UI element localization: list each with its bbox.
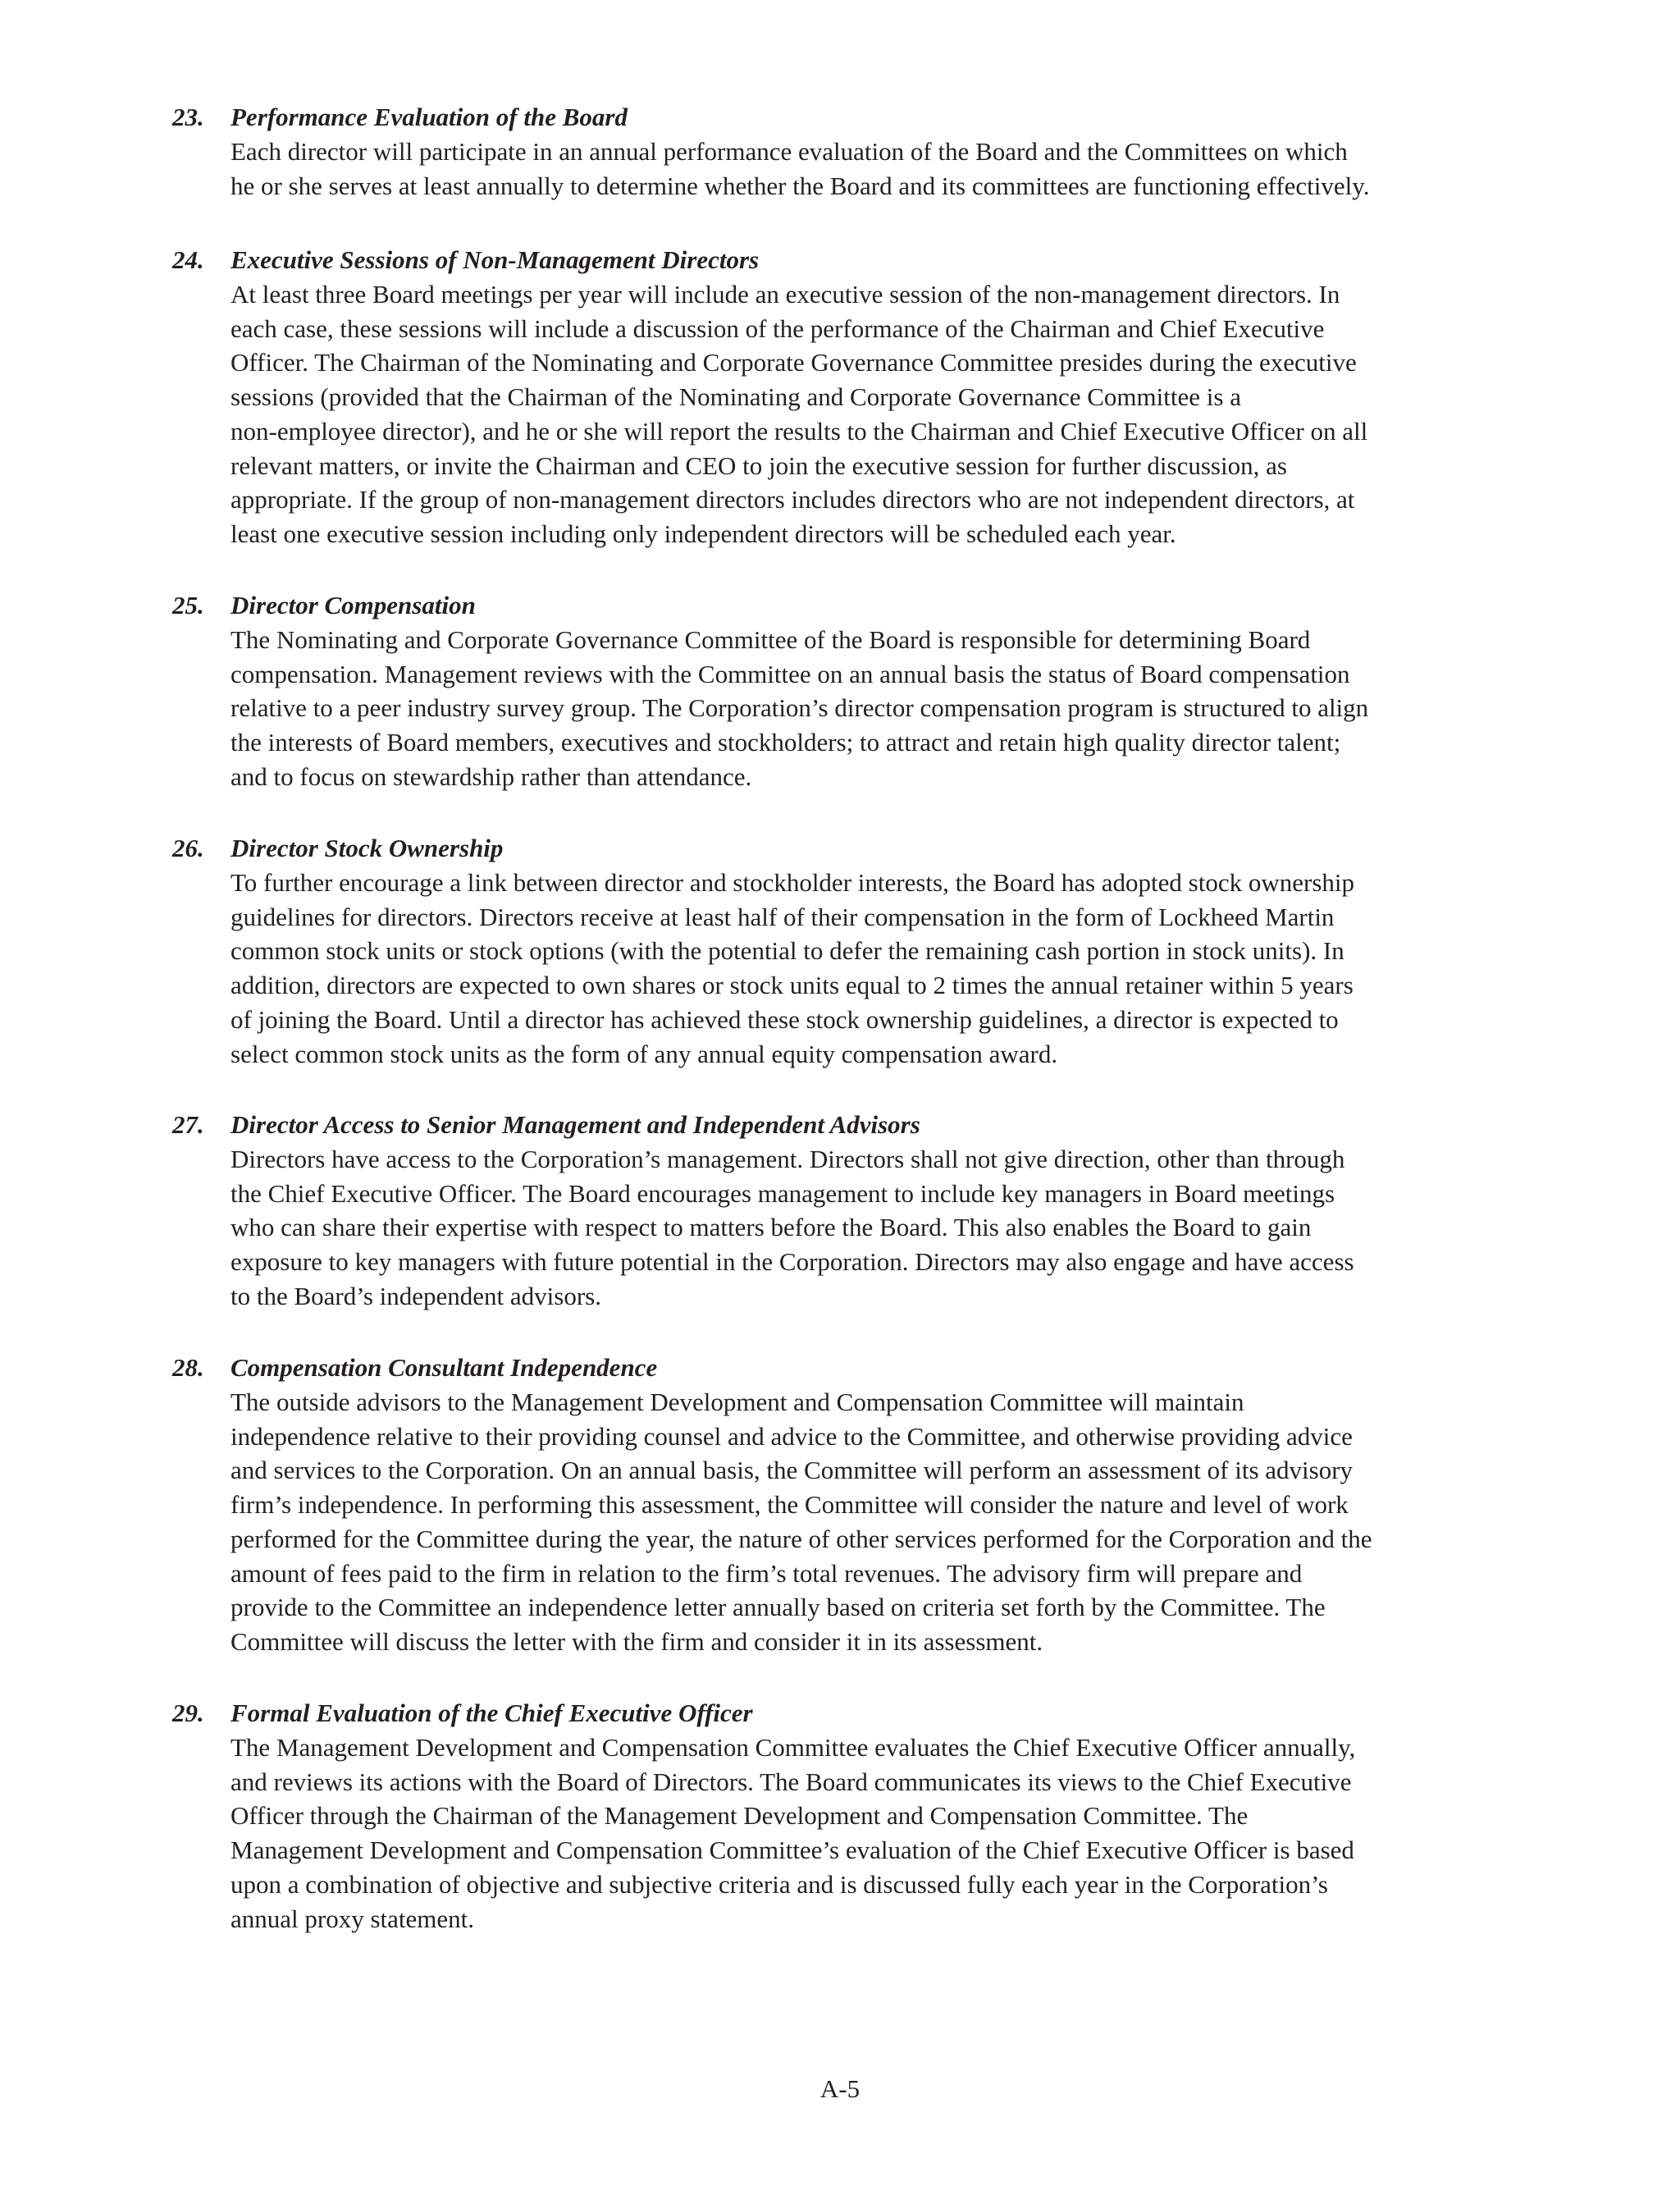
body-line: relevant matters, or invite the Chairman and CEO to join the executive session for further discussion, as <box>231 450 1287 480</box>
body-line: least one executive session including only independent directors will be scheduled each year. <box>231 519 1176 548</box>
body-line: Each director will participate in an annual performance evaluation of the Board and the Committees on which <box>231 137 1348 166</box>
body-line: provide to the Committee an independence letter annually based on criteria set forth by the Committee. The <box>231 1593 1326 1622</box>
body-line: At least three Board meetings per year will include an executive session of the non-management directors. In <box>231 280 1340 309</box>
body-line: Officer through the Chairman of the Management Development and Compensation Committee. The <box>231 1801 1249 1831</box>
section-number: 29. <box>172 1699 204 1727</box>
body-line: independence relative to their providing counsel and advice to the Committee, and otherwise providing advice <box>231 1421 1353 1451</box>
body-line: he or she serves at least annually to determine whether the Board and its committees are functioning effectively. <box>231 171 1370 200</box>
body-line: each case, these sessions will include a discussion of the performance of the Chairman and Chief Executive <box>231 313 1325 343</box>
section-body <box>231 866 1518 1071</box>
body-line: non-employee director), and he or she will report the results to the Chairman and Chief Executive Officer on all <box>231 416 1368 446</box>
body-line: and services to the Corporation. On an annual basis, the Committee will perform an assessment of its advisory <box>231 1456 1354 1485</box>
section-28 <box>172 1351 1518 1659</box>
section-heading <box>172 1696 1518 1731</box>
body-line: Management Development and Compensation Committee’s evaluation of the Chief Executive Officer is based <box>231 1836 1354 1865</box>
section-number: 28. <box>172 1353 204 1382</box>
section-27 <box>172 1108 1518 1314</box>
section-body <box>231 277 1518 551</box>
section-heading <box>172 588 1518 623</box>
body-line: appropriate. If the group of non-management directors includes directors who are not independent directors, at <box>231 485 1355 514</box>
section-heading <box>172 100 1518 135</box>
section-number: 27. <box>172 1110 204 1139</box>
body-line: exposure to key managers with future potential in the Corporation. Directors may also engage and have access <box>231 1247 1354 1277</box>
section-25 <box>172 588 1518 794</box>
body-line: relative to a peer industry survey group. The Corporation’s director compensation program is structured to align <box>231 693 1369 723</box>
section-body <box>231 1385 1518 1659</box>
page-number: A-5 <box>819 2074 861 2103</box>
body-line: to the Board’s independent advisors. <box>231 1281 601 1310</box>
section-23 <box>172 100 1518 203</box>
body-line: performed for the Committee during the year, the nature of other services performed for the Corporation and the <box>231 1524 1372 1553</box>
body-line: annual proxy statement. <box>231 1904 474 1933</box>
body-line: compensation. Management reviews with the Committee on an annual basis the status of Board compensation <box>231 659 1350 688</box>
body-line: sessions (provided that the Chairman of the Nominating and Corporate Governance Committee is a <box>231 382 1241 412</box>
section-26 <box>172 831 1518 1071</box>
body-line: Committee will discuss the letter with the firm and consider it in its assessment. <box>231 1626 1043 1656</box>
section-29 <box>172 1696 1518 1936</box>
body-line: The Management Development and Compensation Committee evaluates the Chief Executive Officer annually, <box>231 1733 1356 1762</box>
section-title: Performance Evaluation of the Board <box>231 103 628 131</box>
body-line: The outside advisors to the Management Development and Compensation Committee will maintain <box>231 1388 1244 1416</box>
section-body <box>231 1731 1518 1936</box>
body-line: Directors have access to the Corporation’s management. Directors shall not give direction, other than through <box>231 1145 1345 1173</box>
body-line: amount of fees paid to the firm in relation to the firm’s total revenues. The advisory firm will prepare and <box>231 1558 1303 1588</box>
body-line: The Nominating and Corporate Governance Committee of the Board is responsible for determining Board <box>231 625 1311 654</box>
section-title: Director Access to Senior Management and Independent Advisors <box>231 1110 920 1139</box>
body-line: and reviews its actions with the Board of Directors. The Board communicates its views to the Chief Executive <box>231 1767 1352 1796</box>
body-line: and to focus on stewardship rather than attendance. <box>231 761 752 791</box>
section-title: Director Stock Ownership <box>231 834 504 862</box>
section-title: Executive Sessions of Non-Management Directors <box>231 245 760 274</box>
section-body <box>231 623 1518 794</box>
body-line: select common stock units as the form of any annual equity compensation award. <box>231 1039 1058 1068</box>
section-number: 24. <box>172 245 204 274</box>
body-line: upon a combination of objective and subjective criteria and is discussed fully each year in the Corporation’s <box>231 1869 1328 1899</box>
body-line: Officer. The Chairman of the Nominating and Corporate Governance Committee presides during the executive <box>231 348 1357 377</box>
section-number: 25. <box>172 591 204 620</box>
section-heading <box>172 243 1518 277</box>
section-body <box>231 1142 1518 1314</box>
section-number: 23. <box>172 103 204 131</box>
section-heading <box>172 1351 1518 1385</box>
section-heading <box>172 1108 1518 1142</box>
body-line: common stock units or stock options (with the potential to defer the remaining cash portion in stock units). In <box>231 936 1344 966</box>
body-line: the interests of Board members, executives and stockholders; to attract and retain high quality director talent; <box>231 728 1341 757</box>
section-24 <box>172 243 1518 551</box>
body-line: firm’s independence. In performing this assessment, the Committee will consider the nature and level of work <box>231 1490 1349 1520</box>
section-title: Formal Evaluation of the Chief Executive Officer <box>231 1699 753 1727</box>
section-title: Director Compensation <box>231 591 476 620</box>
body-line: who can share their expertise with respect to matters before the Board. This also enables the Board to gain <box>231 1213 1312 1242</box>
section-title: Compensation Consultant Independence <box>231 1353 658 1382</box>
body-line: of joining the Board. Until a director has achieved these stock ownership guidelines, a director is expected to <box>231 1004 1339 1034</box>
body-line: guidelines for directors. Directors receive at least half of their compensation in the form of Lockheed Martin <box>231 902 1335 931</box>
section-number: 26. <box>172 834 204 862</box>
body-line: To further encourage a link between director and stockholder interests, the Board has adopted stock ownership <box>231 868 1354 897</box>
section-body <box>231 135 1518 203</box>
body-line: addition, directors are expected to own shares or stock units equal to 2 times the annual retainer within 5 years <box>231 971 1354 1000</box>
section-heading <box>172 831 1518 866</box>
body-line: the Chief Executive Officer. The Board encourages management to include key managers in Board meetings <box>231 1178 1335 1208</box>
